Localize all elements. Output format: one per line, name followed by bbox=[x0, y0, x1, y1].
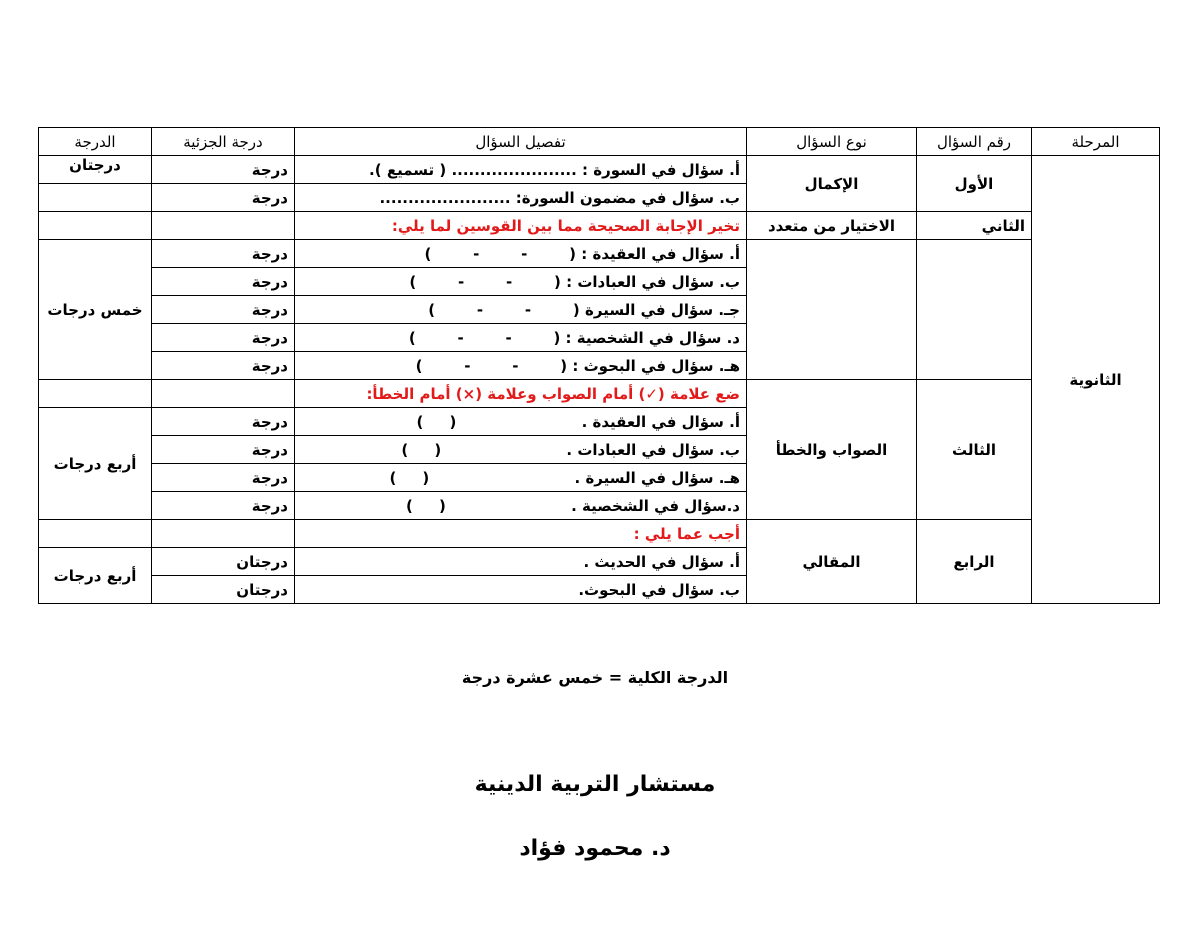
table-row bbox=[39, 520, 1160, 548]
q4-instruction: أجب عما يلي : bbox=[295, 520, 747, 548]
q2-item-d: د. سؤال في الشخصية : ( - - ) bbox=[295, 324, 747, 352]
q1-item-a-grade: درجة bbox=[152, 156, 295, 184]
q1-item-a: أ. سؤال في السورة : ...................... ( تسميع ). bbox=[295, 156, 747, 184]
q1-type: الإكمال bbox=[747, 156, 917, 212]
q3-item-c-grade: درجة bbox=[152, 464, 295, 492]
empty-cell bbox=[39, 380, 152, 408]
stage-cell: الثانوية bbox=[1032, 156, 1160, 604]
q4-item-a-grade: درجتان bbox=[152, 548, 295, 576]
empty-cell bbox=[152, 212, 295, 240]
q2-grade: خمس درجات bbox=[39, 240, 152, 380]
q1-item-b-grade: درجة bbox=[152, 184, 295, 212]
q3-number: الثالث bbox=[917, 380, 1032, 520]
q4-item-b-grade: درجتان bbox=[152, 576, 295, 604]
q1-item-b: ب. سؤال في مضمون السورة: ....................... bbox=[295, 184, 747, 212]
header-question-no: رقم السؤال bbox=[917, 128, 1032, 156]
q4-item-a: أ. سؤال في الحديث . bbox=[295, 548, 747, 576]
empty-cell bbox=[152, 520, 295, 548]
empty-cell bbox=[152, 380, 295, 408]
table-row bbox=[39, 212, 1160, 240]
q3-item-d: د.سؤال في الشخصية . ( ) bbox=[295, 492, 747, 520]
empty-cell bbox=[39, 520, 152, 548]
q2-item-a-grade: درجة bbox=[152, 240, 295, 268]
q2-item-e: هـ. سؤال في البحوث : ( - - ) bbox=[295, 352, 747, 380]
header-partial-grade: درجة الجزئية bbox=[152, 128, 295, 156]
empty-cell bbox=[917, 240, 1032, 380]
empty-cell bbox=[39, 184, 152, 212]
header-stage: المرحلة bbox=[1032, 128, 1160, 156]
q3-item-b-grade: درجة bbox=[152, 436, 295, 464]
q3-type: الصواب والخطأ bbox=[747, 380, 917, 520]
q2-item-c-grade: درجة bbox=[152, 296, 295, 324]
empty-cell bbox=[747, 240, 917, 380]
total-grade: الدرجة الكلية = خمس عشرة درجة bbox=[461, 668, 729, 687]
signature-name: د. محمود فؤاد bbox=[519, 836, 671, 861]
q2-item-a: أ. سؤال في العقيدة : ( - - ) bbox=[295, 240, 747, 268]
q3-item-b: ب. سؤال في العبادات . ( ) bbox=[295, 436, 747, 464]
q4-item-b: ب. سؤال في البحوث. bbox=[295, 576, 747, 604]
exam-specification-table bbox=[38, 127, 1160, 604]
q3-item-a-grade: درجة bbox=[152, 408, 295, 436]
q3-grade: أربع درجات bbox=[39, 408, 152, 520]
header-row bbox=[39, 128, 1160, 156]
q2-item-d-grade: درجة bbox=[152, 324, 295, 352]
q3-item-a: أ. سؤال في العقيدة . ( ) bbox=[295, 408, 747, 436]
q2-item-e-grade: درجة bbox=[152, 352, 295, 380]
q3-item-d-grade: درجة bbox=[152, 492, 295, 520]
table-row bbox=[39, 240, 1160, 268]
q4-type: المقالي bbox=[747, 520, 917, 604]
table-row bbox=[39, 380, 1160, 408]
q4-number: الرابع bbox=[917, 520, 1032, 604]
q4-grade: أربع درجات bbox=[39, 548, 152, 604]
signature-title: مستشار التربية الدينية bbox=[474, 772, 716, 797]
q3-item-c: هـ. سؤال في السيرة . ( ) bbox=[295, 464, 747, 492]
empty-cell bbox=[39, 212, 152, 240]
header-question-type: نوع السؤال bbox=[747, 128, 917, 156]
q1-number: الأول bbox=[917, 156, 1032, 212]
q2-number: الثاني bbox=[917, 212, 1032, 240]
q2-item-c: جـ. سؤال في السيرة ( - - ) bbox=[295, 296, 747, 324]
header-grade: الدرجة bbox=[39, 128, 152, 156]
q3-instruction: ضع علامة (✓) أمام الصواب وعلامة (×) أمام الخطأ: bbox=[295, 380, 747, 408]
q2-instruction: تخير الإجابة الصحيحة مما بين القوسين لما يلي: bbox=[295, 212, 747, 240]
q2-item-b: ب. سؤال في العبادات : ( - - ) bbox=[295, 268, 747, 296]
q2-type: الاختيار من متعدد bbox=[747, 212, 917, 240]
header-detail: تفصيل السؤال bbox=[295, 128, 747, 156]
q1-grade: درجتان bbox=[39, 156, 152, 184]
table-row bbox=[39, 156, 1160, 184]
q2-item-b-grade: درجة bbox=[152, 268, 295, 296]
